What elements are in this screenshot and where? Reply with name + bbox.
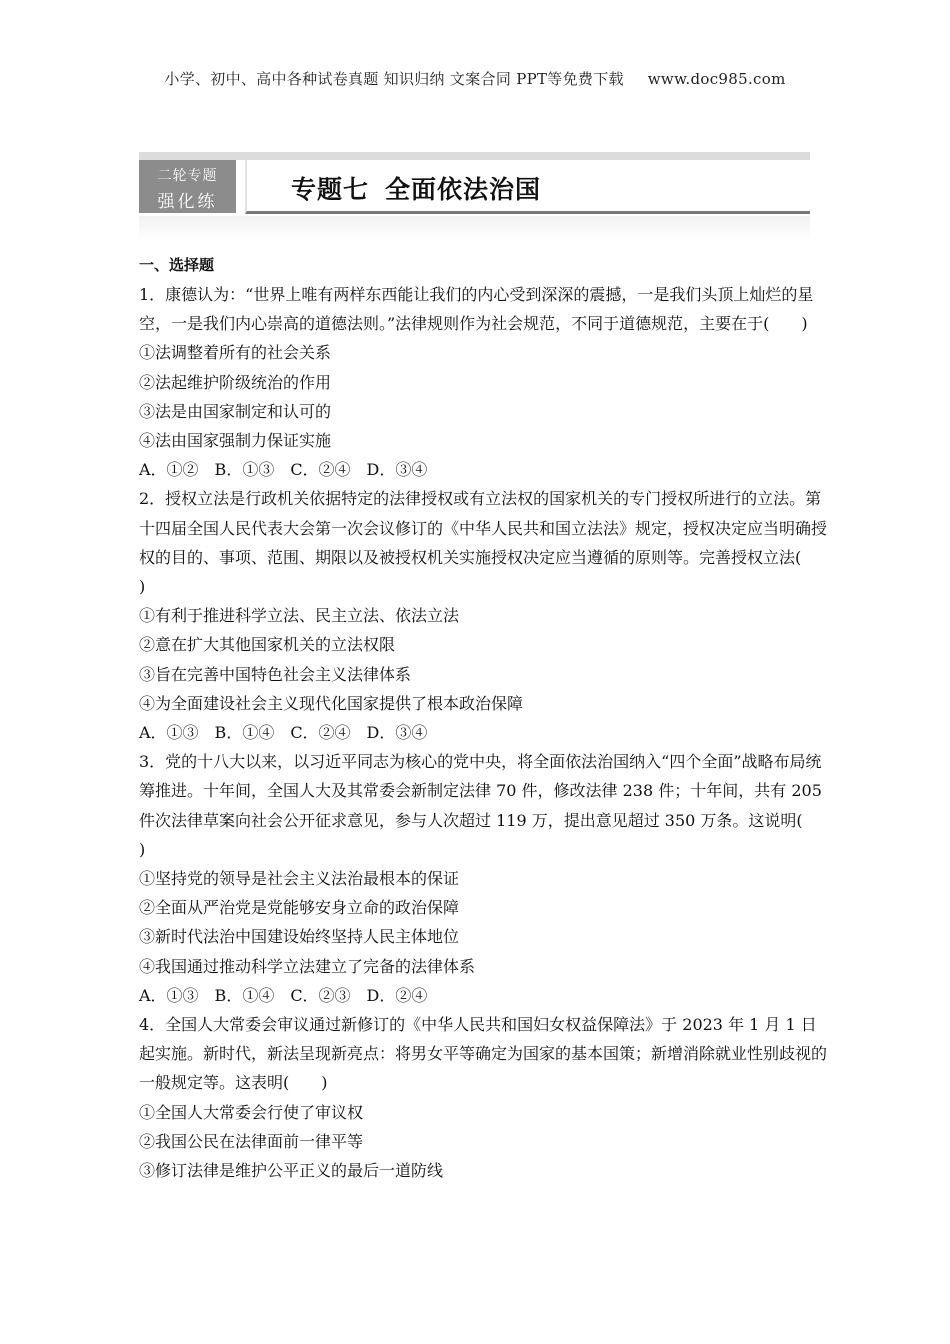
statement-item: ④为全面建设社会主义现代化国家提供了根本政治保障 <box>139 693 524 713</box>
statement-item: ①全国人大常委会行使了审议权 <box>139 1102 364 1122</box>
question-stem: 4．全国人大常委会审议通过新修订的《中华人民共和国妇女权益保障法》于 2023 年 1 月 1 日起实施。新时代，新法呈现新亮点：将男女平等确定为国家的基本国策；新增消除就业性别歧视的一般规定等。这表明( ) <box>139 1015 828 1093</box>
header-url[interactable]: www.doc985.com <box>647 70 786 88</box>
statement-item: ③修订法律是维护公平正义的最后一道防线 <box>139 1161 444 1181</box>
answer-choices: A．①② B．①③ C．②④ D．③④ <box>139 460 428 480</box>
badge-line1: 二轮专题 <box>157 168 218 184</box>
banner-top-strip <box>139 152 810 160</box>
topic-name: 全面依法治国 <box>385 175 542 204</box>
topic-title-box <box>245 160 810 214</box>
statement-item: ③法是由国家制定和认可的 <box>139 401 332 421</box>
statement-item: ②全面从严治党是党能够安身立命的政治保障 <box>139 898 460 918</box>
statement-item: ④法由国家强制力保证实施 <box>139 431 332 451</box>
topic-banner <box>139 152 810 242</box>
statement-item: ③新时代法治中国建设始终坚持人民主体地位 <box>139 927 460 947</box>
statement-item: ②法起维护阶级统治的作用 <box>139 372 332 392</box>
question-4 <box>139 1010 829 1185</box>
statement-item: ②意在扩大其他国家机关的立法权限 <box>139 635 396 655</box>
statement-item: ②我国公民在法律面前一律平等 <box>139 1131 364 1151</box>
question-stem: 3．党的十八大以来，以习近平同志为核心的党中央，将全面依法治国纳入“四个全面”战略布局统筹推进。十年间，全国人大及其常委会新制定法律 70 件，修改法律 238 件；十年间，共有 205 件次法律草案向社会公开征求意见，参与人次超过 119 万，提出意见超过 350 万条。这说明( ) <box>139 752 835 859</box>
series-badge <box>139 160 236 213</box>
question-2 <box>139 484 834 747</box>
question-content <box>139 254 835 1185</box>
topic-title <box>291 170 541 206</box>
badge-line2: 强化练 <box>157 192 218 212</box>
statement-item: ①有利于推进科学立法、民主立法、依法立法 <box>139 606 460 626</box>
statement-item: ③旨在完善中国特色社会主义法律体系 <box>139 664 412 684</box>
question-1 <box>139 280 829 484</box>
header-text: 小学、初中、高中各种试卷真题 知识归纳 文案合同 PPT等免费下载 <box>164 70 624 88</box>
answer-choices: A．①③ B．①④ C．②③ D．②④ <box>139 985 428 1005</box>
question-3 <box>139 747 835 1010</box>
answer-choices: A．①③ B．①④ C．②④ D．③④ <box>139 723 428 743</box>
topic-number: 专题七 <box>291 175 370 204</box>
statement-item: ①法调整着所有的社会关系 <box>139 343 332 363</box>
banner-bottom-fade <box>139 216 810 242</box>
question-stem: 1．康德认为：“世界上唯有两样东西能让我们的内心受到深深的震撼，一是我们头顶上灿烂的星空，一是我们内心崇高的道德法则。”法律规则作为社会规范，不同于道德规范，主要在于( ) <box>139 285 814 334</box>
statement-item: ④我国通过推动科学立法建立了完备的法律体系 <box>139 956 476 976</box>
statement-item: ①坚持党的领导是社会主义法治最根本的保证 <box>139 869 460 889</box>
question-stem: 2．授权立法是行政机关依据特定的法律授权或有立法权的国家机关的专门授权所进行的立法。第十四届全国人民代表大会第一次会议修订的《中华人民共和国立法法》规定，授权决定应当明确授权的目的、事项、范围、期限以及被授权机关实施授权决定应当遵循的原则等。完善授权立法( ) <box>139 489 834 597</box>
site-header <box>0 68 950 89</box>
section-title: 一、选择题 <box>139 256 215 274</box>
